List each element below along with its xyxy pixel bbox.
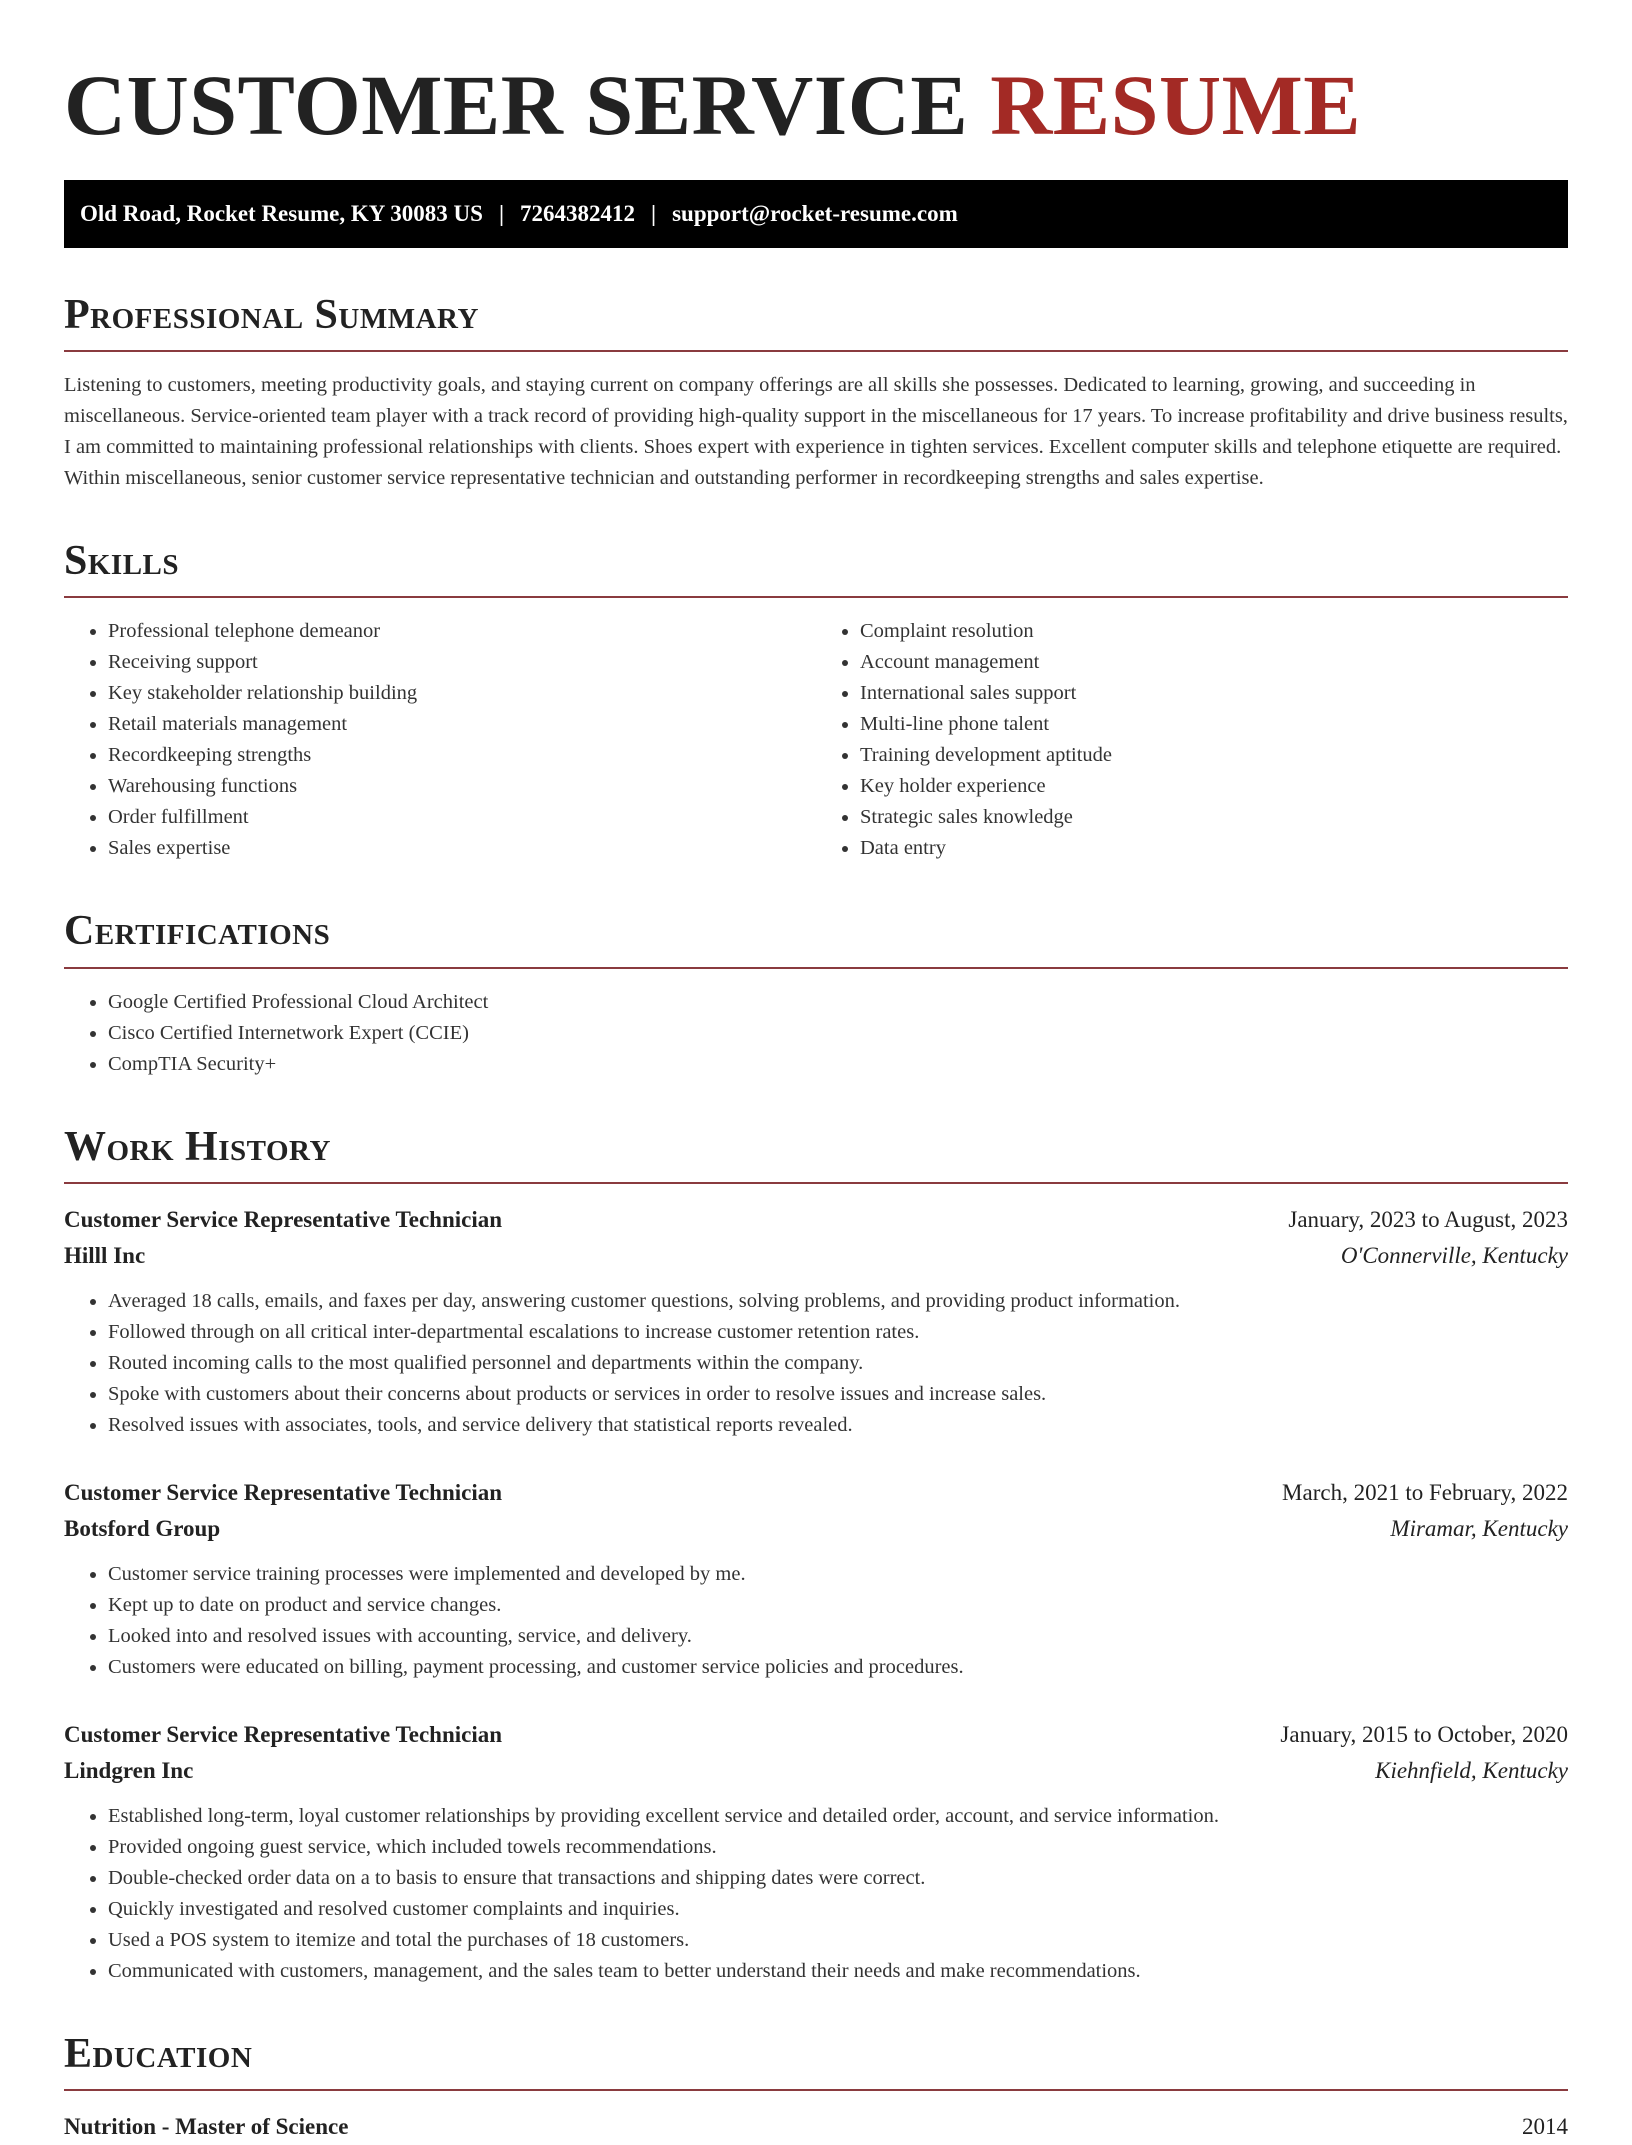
section-heading: Certifications xyxy=(64,908,1568,968)
job-company-row xyxy=(64,1753,1568,1789)
list-item: • Provided ongoing guest service, which included towels recommendations. xyxy=(108,1832,1568,1863)
list-item: • Professional telephone demeanor xyxy=(108,616,816,647)
contact-separator: | xyxy=(651,201,657,226)
list-item: • Key holder experience xyxy=(860,771,1568,802)
certifications-section xyxy=(64,908,1568,1079)
job-company: Lindgren Inc xyxy=(64,1757,194,1783)
skills-list-left xyxy=(64,616,816,864)
list-item: • Strategic sales knowledge xyxy=(860,802,1568,833)
job-title: Customer Service Representative Technician xyxy=(64,1721,503,1747)
section-heading: Professional Summary xyxy=(64,292,1568,352)
list-item: • Used a POS system to itemize and total the purchases of 18 customers. xyxy=(108,1925,1568,1956)
list-item: • Recordkeeping strengths xyxy=(108,740,816,771)
contact-email: support@rocket-resume.com xyxy=(672,201,958,226)
section-heading: Education xyxy=(64,2031,1568,2091)
job-company: Hilll Inc xyxy=(64,1242,146,1268)
job-company: Botsford Group xyxy=(64,1515,221,1541)
summary-section xyxy=(64,292,1568,494)
education-year: 2014 xyxy=(1522,2113,1568,2139)
job-dates: January, 2023 to August, 2023 xyxy=(1288,1206,1568,1232)
skills-list-right xyxy=(816,616,1568,864)
summary-text: Listening to customers, meeting productivity goals, and staying current on company offerings are all skills she possesses. Dedicated to learning, growing, and succeeding in miscellaneous. Service-oriented team player with a track record of providing high-quality support in the miscellaneous for 17 years. To increase profitability and drive business results, I am committed to maintaining professional relationships with clients. Shoes expert with experience in tighten services. Excellent computer skills and telephone etiquette are required. Within miscellaneous, senior customer service representative technician and outstanding performer in recordkeeping strengths and sales expertise. xyxy=(64,374,1568,490)
job-dates: March, 2021 to February, 2022 xyxy=(1282,1479,1568,1505)
list-item: • Kept up to date on product and service changes. xyxy=(108,1590,1568,1621)
section-heading: Work History xyxy=(64,1124,1568,1184)
list-item: • Followed through on all critical inter-departmental escalations to increase customer retention rates. xyxy=(108,1317,1568,1348)
list-item: • Retail materials management xyxy=(108,709,816,740)
job-bullets xyxy=(64,1286,1568,1441)
job-bullets xyxy=(64,1559,1568,1683)
list-item: • Resolved issues with associates, tools, and service delivery that statistical reports revealed. xyxy=(108,1410,1568,1441)
list-item: • Warehousing functions xyxy=(108,771,816,802)
skills-columns xyxy=(64,598,1568,864)
list-item: • Communicated with customers, management, and the sales team to better understand their needs and make recommendations. xyxy=(108,1956,1568,1987)
job-location: O'Connerville, Kentucky xyxy=(1340,1242,1568,1268)
education-degree: Nutrition - Master of Science xyxy=(64,2113,349,2139)
list-item: • International sales support xyxy=(860,678,1568,709)
list-item: • Complaint resolution xyxy=(860,616,1568,647)
job-entry xyxy=(64,1717,1568,1987)
list-item: • Order fulfillment xyxy=(108,802,816,833)
list-item: • Averaged 18 calls, emails, and faxes per day, answering customer questions, solving problems, and providing product information. xyxy=(108,1286,1568,1317)
job-header-row xyxy=(64,1202,1568,1238)
contact-phone: 7264382412 xyxy=(520,201,636,226)
list-item: • Receiving support xyxy=(108,647,816,678)
job-entry xyxy=(64,1202,1568,1441)
contact-bar xyxy=(64,180,1568,248)
work-history-section xyxy=(64,1124,1568,1987)
education-header-row xyxy=(64,2109,1568,2145)
job-header-row xyxy=(64,1475,1568,1511)
list-item: • Multi-line phone talent xyxy=(860,709,1568,740)
job-company-row xyxy=(64,1238,1568,1274)
job-title: Customer Service Representative Technician xyxy=(64,1206,503,1232)
list-item: • Sales expertise xyxy=(108,833,816,864)
list-item: • Training development aptitude xyxy=(860,740,1568,771)
list-item: • CompTIA Security+ xyxy=(108,1049,1568,1080)
education-entry xyxy=(64,2109,1568,2145)
title-main: CUSTOMER SERVICE xyxy=(64,57,969,153)
contact-separator: | xyxy=(498,201,505,226)
job-location: Miramar, Kentucky xyxy=(1390,1515,1568,1541)
job-location: Kiehnfield, Kentucky xyxy=(1375,1757,1568,1783)
list-item: • Cisco Certified Internetwork Expert (CCIE) xyxy=(108,1018,1568,1049)
list-item: • Established long-term, loyal customer relationships by providing excellent service and detailed order, account, and service information. xyxy=(108,1801,1568,1832)
list-item: • Routed incoming calls to the most qualified personnel and departments within the company. xyxy=(108,1348,1568,1379)
education-section xyxy=(64,2031,1568,2145)
job-company-row xyxy=(64,1511,1568,1547)
section-heading: Skills xyxy=(64,538,1568,598)
title-accent: RESUME xyxy=(990,57,1362,153)
job-title: Customer Service Representative Technician xyxy=(64,1479,503,1505)
list-item: • Customer service training processes were implemented and developed by me. xyxy=(108,1559,1568,1590)
job-entry xyxy=(64,1475,1568,1683)
resume-title xyxy=(64,57,1568,153)
list-item: • Account management xyxy=(860,647,1568,678)
list-item: • Google Certified Professional Cloud Architect xyxy=(108,987,1568,1018)
skills-section xyxy=(64,538,1568,864)
job-header-row xyxy=(64,1717,1568,1753)
certifications-list xyxy=(64,987,1568,1080)
list-item: • Customers were educated on billing, payment processing, and customer service policies and procedures. xyxy=(108,1652,1568,1683)
list-item: • Spoke with customers about their concerns about products or services in order to resolve issues and increase sales. xyxy=(108,1379,1568,1410)
list-item: • Looked into and resolved issues with accounting, service, and delivery. xyxy=(108,1621,1568,1652)
list-item: • Data entry xyxy=(860,833,1568,864)
list-item: • Quickly investigated and resolved customer complaints and inquiries. xyxy=(108,1894,1568,1925)
list-item: • Key stakeholder relationship building xyxy=(108,678,816,709)
list-item: • Double-checked order data on a to basis to ensure that transactions and shipping dates were correct. xyxy=(108,1863,1568,1894)
job-bullets xyxy=(64,1801,1568,1987)
job-dates: January, 2015 to October, 2020 xyxy=(1280,1721,1568,1747)
contact-address: Old Road, Rocket Resume, KY 30083 US xyxy=(80,201,483,226)
